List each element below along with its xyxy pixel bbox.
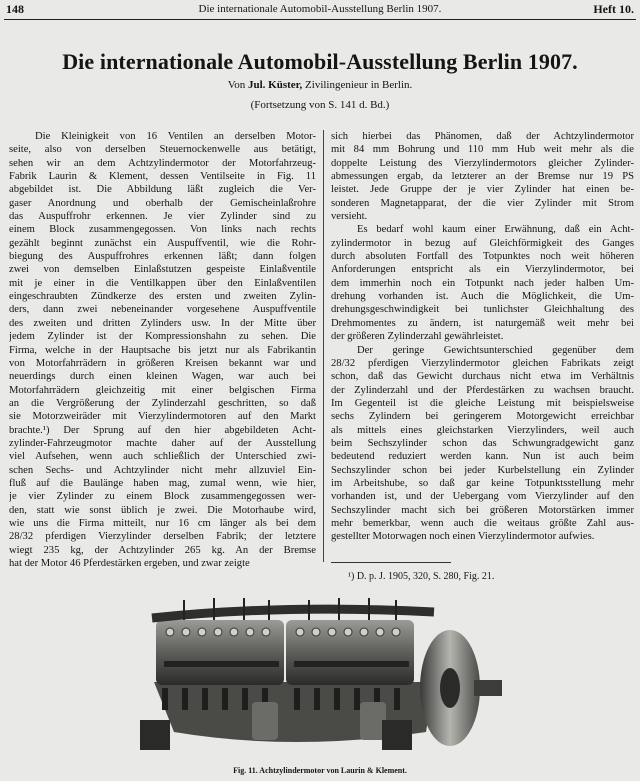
author-name: Jul. Küster, xyxy=(248,79,303,91)
text-line: schon, daß das Gewicht durchaus nicht etwa im Verhältnis xyxy=(331,371,634,383)
text-line: schen Sechs- und Achtzylinder nicht mehr allzuviel Ein- xyxy=(9,464,316,476)
text-line: fluß auf die Baulänge haben mag, zumal wenn, wie hier, xyxy=(9,477,316,489)
text-line: bedeutend reduziert werden kann. Nun ist auch beim xyxy=(331,451,634,463)
text-line: wie uns die Firma mitteilt, nur 16 cm länger als bei dem xyxy=(9,517,316,529)
text-line: das Auspuffrohr erkennen. Je vier Zylinder sind zu xyxy=(9,211,316,223)
text-line: Die Kleinigkeit von 16 Ventilen an derselben Motor- xyxy=(35,131,316,142)
shaft xyxy=(474,680,502,696)
byline xyxy=(0,79,640,91)
left-column xyxy=(9,130,316,570)
text-line: Fabrik Laurin & Klement, dessen Ventilseite in Fig. 11 xyxy=(9,171,316,183)
text-line: des zweiten und dritten Zylinders usw. In der Mitte über xyxy=(9,317,316,329)
text-line: hat der Motor 46 Pferdestärken ergeben, und zwar zeigte xyxy=(9,558,250,569)
engine-figure xyxy=(134,592,504,762)
text-line: 28/32 pferdigen Vierzylinder derselben Fabrik; der letztere xyxy=(9,531,316,543)
text-line: seite, also von derselben Steuernockenwelle aus betätigt, xyxy=(9,144,316,156)
text-line: mit je einer in die Ventilkappen über den Einlaßventilen xyxy=(9,277,316,289)
text-line: Es bedarf wohl kaum einer Erwähnung, daß ein Acht- xyxy=(357,224,634,236)
text-line: vorhanden ist, und der Uebergang vom Vierzylinder auf den xyxy=(331,491,634,503)
text-line: als mittels eines gleichstarken Vierzylinders, weil auch xyxy=(331,424,634,436)
right-column xyxy=(331,130,634,544)
header-rule xyxy=(4,19,636,20)
text-line: Firma, welche in der Hauptsache bis jetzt nur als Fabrikantin xyxy=(9,344,316,356)
column-divider xyxy=(323,130,324,562)
text-line: Der geringe Gewichtsunterschied gegenüber dem xyxy=(357,344,634,356)
text-line: Sechszylinder schon bei jeder Kurbelstellung ein Zylinder xyxy=(331,464,634,476)
text-line: sie Motorzweiräder mit Vierzylindermotoren auf den Markt xyxy=(9,411,316,423)
text-line: mehr bemerkbar, wenn auch die weitaus größte Zahl aus- xyxy=(331,517,634,529)
text-line: Anforderungen entspricht als ein Vierzylindermotor, bei xyxy=(331,264,634,276)
text-line: an die Vergrößerung der Zylinderzahl geschritten, so daß xyxy=(9,397,316,409)
text-line: abgebildet ist. Die Abbildung läßt zugleich die Ver- xyxy=(9,184,316,196)
text-line: zylindermotor in bezug auf Gleichförmigkeit des Ganges xyxy=(331,237,634,249)
text-line: von Motorfahrrädern in größeren Kreisen bekannt war und xyxy=(9,357,316,369)
text-line: Motorfahrrädern gleichzeitig mit einer belgischen Firma xyxy=(9,384,316,396)
text-line: wiegt 235 kg, der Achtzylinder 265 kg. An der Bremse xyxy=(9,544,316,556)
text-line: im Arbeitshube, so daß gar keine Totpunktsstellung mehr xyxy=(331,477,634,489)
text-line: zwei von demselben Einlaßstutzen gespeiste Einlaßventile xyxy=(9,264,316,276)
exhaust-pipe xyxy=(152,609,434,618)
article-title: Die internationale Automobil-Ausstellung Berlin 1907. xyxy=(62,49,578,74)
text-line: 28/32 pferdigen Vierzylindermotor gleichen Fabrikats zeigt xyxy=(331,357,634,369)
text-line: abmessungen ergab, da letzterer an der Bremse nur 19 PS xyxy=(331,171,634,183)
text-line: eingeschraubten Zündkerze des ersten und zweiten Zylin- xyxy=(9,291,316,303)
text-line: beim Sechszylinder schon das Schwungradgewicht ganz xyxy=(331,437,634,449)
text-line: versieht. xyxy=(331,211,368,223)
running-header xyxy=(6,2,634,18)
issue-number: Heft 10. xyxy=(593,2,634,16)
text-line: ders, dann zwei nebeneinander vorgesehene Auspuffventile xyxy=(9,304,316,316)
text-line: sechs Zylindern bei geringerem Motorgewicht erreichbar xyxy=(331,411,634,423)
text-line: durch absoluten Fortfall des Totpunktes noch weit höheren xyxy=(331,251,634,263)
text-line: sich hierbei das Phänomen, daß der Achtzylindermotor xyxy=(331,131,634,142)
text-line: mit 84 mm Bohrung und 110 mm Hub weit mehr als die xyxy=(331,144,634,156)
page-number: 148 xyxy=(6,2,24,16)
text-line: leistet. Jede Gruppe der je vier Zylinder hat einen be- xyxy=(331,184,634,196)
text-line: der größeren Zylinderzahl gewährleistet. xyxy=(331,331,504,343)
figure-caption: Fig. 11. Achtzylindermotor von Laurin & Klement. xyxy=(233,766,407,775)
footnote-rule xyxy=(331,562,451,563)
text-line: jedem Zylinder ist der Kompressionshahn zu sehen. Die xyxy=(9,331,316,343)
text-line: sehen wir an dem Achtzylindermotor der Motorfahrzeug- xyxy=(9,157,316,169)
text-line: drehungsgeschwindigkeit bei tunlichster Gleichhaltung des xyxy=(331,304,634,316)
text-line: Im Gegenteil ist die gleiche Leistung mit beispielsweise xyxy=(331,397,634,409)
text-line: viel Aufsehen, wenn auch schließlich der Unterschied zwi- xyxy=(9,451,316,463)
text-line: gestellter Motorwagen noch einen Vierzylindermotor aufwies. xyxy=(331,531,595,543)
text-line: sonderen Magnetapparat, der die vier Zylinder mit Strom xyxy=(331,197,634,209)
continuation-note: (Fortsetzung von S. 141 d. Bd.) xyxy=(250,99,390,111)
text-line: gaser Anordnung und oberhalb der Gemischeinlaßrohre xyxy=(9,197,316,209)
text-line: Sechszylinder macht sich bei größeren Motorstärken immer xyxy=(331,504,634,516)
carburettor-left xyxy=(252,702,278,740)
text-line: je vier Zylinder zu einem Block zusammengegossen wer- xyxy=(9,491,316,503)
text-line: gezählt beginnt zunächst ein Auspuffventil, wie die Rohr- xyxy=(9,237,316,249)
text-line: doppelte Leistung des Vierzylindermotors gleicher Zylinder- xyxy=(331,157,634,169)
running-title: Die internationale Automobil-Ausstellung Berlin 1907. xyxy=(198,3,442,15)
text-line: Drehmomentes zu ändern, ist naturgemäß weit mehr bei xyxy=(331,317,634,329)
text-line: einem Block zusammengegossen. Von links nach rechts xyxy=(9,224,316,236)
byline-prefix: Von xyxy=(227,79,246,91)
text-line: neuerdings durch einen kleinen Wagen, war auch bei xyxy=(9,371,316,383)
text-line: der Zylinderzahl und der Pferdestärken zu wachsen braucht. xyxy=(331,384,634,396)
author-role: Zivilingenieur in Berlin. xyxy=(305,79,413,91)
text-line: brachte.¹) Der Sprung auf den hier abgebildeten Acht- xyxy=(9,424,316,436)
text-line: den, statt wie sonst üblich je zwei. Die Motorhaube wird, xyxy=(9,504,316,516)
text-line: drehung vorhanden ist. Auch die Möglichkeit, die Um- xyxy=(331,291,634,303)
text-line: biegung des Auspuffrohres erkennen läßt; dann folgen xyxy=(9,251,316,263)
footnote: ¹) D. p. J. 1905, 320, S. 280, Fig. 21. xyxy=(348,571,495,582)
text-line: dem immerhin noch ein Totpunkt nach jeder halben Um- xyxy=(331,277,634,289)
text-line: zylinder-Fahrzeugmotor machte daher auf der Ausstellung xyxy=(9,437,316,449)
